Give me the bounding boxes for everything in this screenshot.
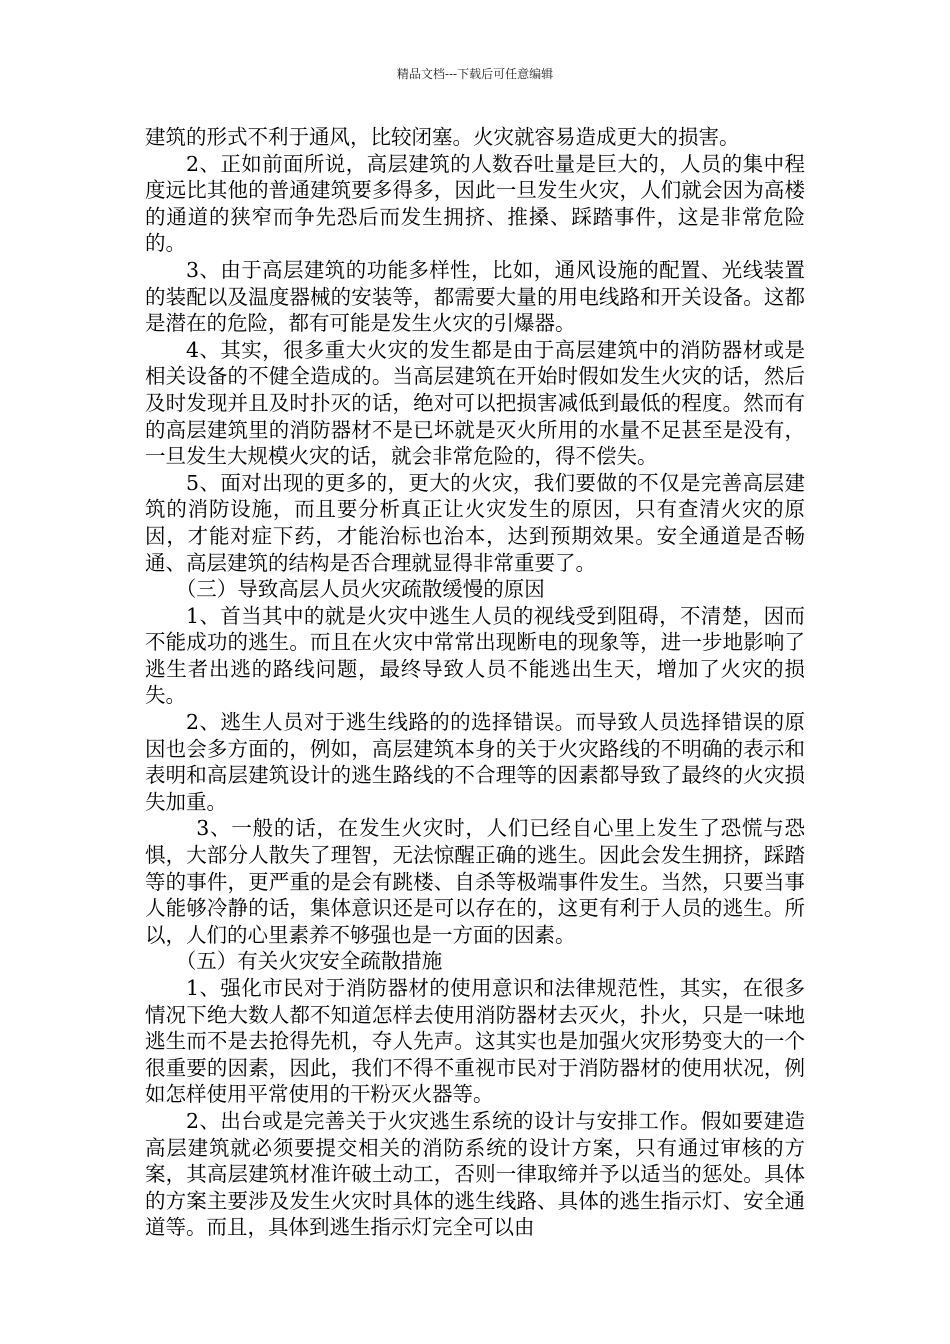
paragraph-evacuation-3: 3、一般的话，在发生火灾时，人们已经自心里上发生了恐慌与恐惧，大部分人散失了理智，无法惊醒正确的逃生。因此会发生拥挤，踩踏等的事件，更严重的是会有跳楼、自杀等极端事件发生。当然，只要当事人能够冷静的话，集体意识还是可以存在的，这更有利于人员的逃生。所以，人们的心里素养不够强也是一方面的因素。 xyxy=(145,816,805,947)
paragraph-item-2: 2、正如前面所说，高层建筑的人数吞吐量是巨大的，人员的集中程度远比其他的普通建筑要多得多，因此一旦发生火灾，人们就会因为高楼的通道的狭窄而争先恐后而发生拥挤、推搡、踩踏事件，这是非常危险的。 xyxy=(145,151,805,256)
paragraph-measure-1: 1、强化市民对于消防器材的使用意识和法律规范性，其实，在很多情况下绝大数人都不知道怎样去使用消防器材去灭火，扑火，只是一味地逃生而不是去抢得先机，夺人先声。这其实也是加强火灾形势变大的一个很重要的因素，因此，我们不得不重视市民对于消防器材的使用状况，例如怎样使用平常使用的干粉灭火器等。 xyxy=(145,976,805,1107)
paragraph-item-3: 3、由于高层建筑的功能多样性，比如，通风设施的配置、光线装置的装配以及温度器械的安装等，都需要大量的用电线路和开关设备。这都是潜在的危险，都有可能是发生火灾的引爆器。 xyxy=(145,257,805,336)
paragraph-continuation: 建筑的形式不利于通风，比较闭塞。火灾就容易造成更大的损害。 xyxy=(145,125,740,149)
paragraph-evacuation-1: 1、首当其中的就是火灾中逃生人员的视线受到阻碍，不清楚，因而不能成功的逃生。而且在火灾中常常出现断电的现象等，进一步地影响了逃生者出逃的路线问题，最终导致人员不能逃出生天，增加了火灾的损失。 xyxy=(145,603,805,708)
paragraph-item-5: 5、面对出现的更多的，更大的火灾，我们要做的不仅是完善高层建筑的消防设施，而且要分析真正让火灾发生的原因，只有查清火灾的原因，才能对症下药，才能治标也治本，达到预期效果。安全通道是否畅通、高层建筑的结构是否合理就显得非常重要了。 xyxy=(145,470,805,575)
page-header: 精品文档---下载后可任意编辑 xyxy=(396,67,554,81)
paragraph-item-4: 4、其实，很多重大火灾的发生都是由于高层建筑中的消防器材或是相关设备的不健全造成的。当高层建筑在开始时假如发生火灾的话，然后及时发现并且及时扑灭的话，绝对可以把损害减低到最低的程度。然而有的高层建筑里的消防器材不是已坏就是灭火所用的水量不足甚至是没有，一旦发生大规模火灾的话，就会非常危险的，得不偿失。 xyxy=(145,337,805,469)
document-body xyxy=(145,124,805,1241)
section-heading-5: （五）有关火灾安全疏散措施 xyxy=(175,949,443,974)
paragraph-measure-2: 2、出台或是完善关于火灾逃生系统的设计与安排工作。假如要建造高层建筑就必须要提交相关的消防系统的设计方案，只有通过审核的方案，其高层建筑材准许破土动工，否则一律取缔并予以适当的惩处。具体的方案主要涉及发生火灾时具体的逃生线路、具体的逃生指示灯、安全通道等。而且，具体到逃生指示灯完全可以由 xyxy=(145,1108,805,1240)
section-heading-3: （三）导致高层人员火灾疏散缓慢的原因 xyxy=(175,577,545,602)
paragraph-evacuation-2: 2、逃生人员对于逃生线路的的选择错误。而导致人员选择错误的原因也会多方面的，例如，高层建筑本身的关于火灾路线的不明确的表示和表明和高层建筑设计的逃生路线的不合理等的因素都导致了最终的火灾损失加重。 xyxy=(145,710,805,814)
